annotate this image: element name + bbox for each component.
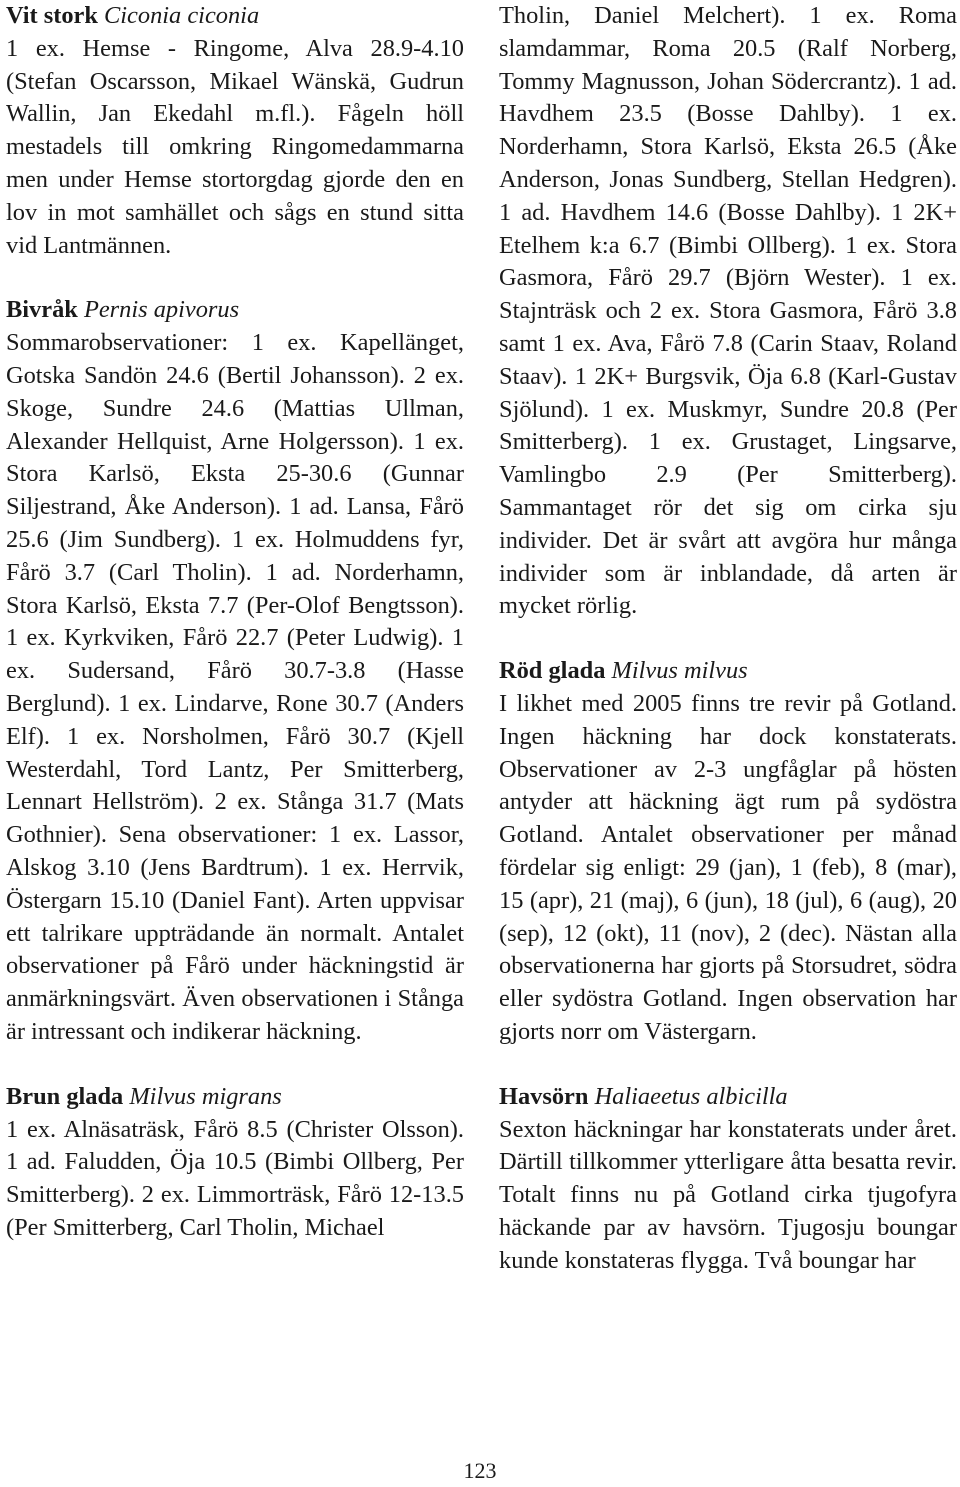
- species-name-swedish: Brun glada: [6, 1082, 124, 1110]
- left-column: [6, 0, 464, 1245]
- species-text: Sommarobservationer: 1 ex. Kapellänget, Gotska Sandön 24.6 (Bertil Johansson). 2 ex. Skoge, Sundre 24.6 (Mattias Ullman, Alexander Hellquist, Arne Holgersson). 1 ex. Stora Karlsö, Eksta 25-30.6 (Gunnar Siljestrand, Åke Anderson). 1 ad. Lansa, Fårö 25.6 (Jim Sundberg). 1 ex. Holmuddens fyr, Fårö 3.7 (Carl Tholin). 1 ad. Norderhamn, Stora Karlsö, Eksta 7.7 (Per-Olof Bengtsson). 1 ex. Kyrkviken, Fårö 22.7 (Peter Ludwig). 1 ex. Sudersand, Fårö 30.7-3.8 (Hasse Berglund). 1 ex. Lindarve, Rone 30.7 (Anders Elf). 1 ex. Norsholmen, Fårö 30.7 (Kjell Westerdahl, Tord Lantz, Per Smitterberg, Lennart Hellström). 2 ex. Stånga 31.7 (Mats Gothnier). Sena observationer: 1 ex. Lassor, Alskog 3.10 (Jens Bardtrum). 1 ex. Herrvik, Östergarn 15.10 (Daniel Fant). Arten uppvisar ett talrikare uppträdande än normalt. Antalet observationer på Fårö under häckningstid är anmärkningsvärt. Även observationen i Stånga är intressant och indikerar häckning.: [6, 329, 464, 1045]
- species-paragraph: [6, 0, 464, 262]
- right-column: [499, 0, 957, 1277]
- species-name-latin: Pernis apivorus: [83, 296, 240, 324]
- page-number: 123: [463, 1458, 497, 1483]
- species-name-swedish: Havsörn: [499, 1082, 589, 1110]
- species-paragraph: [6, 1081, 464, 1245]
- species-paragraph: [6, 294, 464, 1048]
- species-paragraph: [499, 1081, 957, 1278]
- species-name-swedish: Vit stork: [6, 2, 98, 29]
- species-text: 1 ex. Alnäsaträsk, Fårö 8.5 (Christer Olsson). 1 ad. Faludden, Öja 10.5 (Bimbi Ollberg, Per Smitterberg). 2 ex. Limmorträsk, Fårö 12-13.5 (Per Smitterberg, Carl Tholin, Michael: [6, 1115, 464, 1241]
- species-entry-red-kite: [499, 655, 957, 1049]
- species-name-latin: Milvus migrans: [129, 1082, 282, 1110]
- species-text: 1 ex. Hemse - Ringome, Alva 28.9-4.10 (Stefan Oscarsson, Mikael Wänskä, Gudrun Wallin, Jan Ekedahl m.fl.). Fågeln höll mestadels till omkring Ringomedammarna men under Hemse stortorgdag gjorde den en lov in mot samhället och sågs en stund sitta vid Lantmännen.: [6, 34, 464, 259]
- species-text: I likhet med 2005 finns tre revir på Gotland. Ingen häckning har dock konstaterats. Observationer av 2-3 ungfåglar på hösten antyder att häckning ägt rum på sydöstra Gotland. Antalet observationer per månad fördelar sig enligt: 29 (jan), 1 (feb), 8 (mar), 15 (apr), 21 (maj), 6 (jun), 18 (jul), 6 (aug), 20 (sep), 12 (okt), 11 (nov), 2 (dec). Nästan alla observationerna har gjorts på Storsudret, södra eller sydöstra Gotland. Ingen observation har gjorts norr om Västergarn.: [499, 689, 957, 1045]
- species-name-swedish: Röd glada: [499, 657, 606, 685]
- species-paragraph: [499, 0, 957, 623]
- species-entry-black-kite: [6, 1081, 464, 1245]
- species-name-latin: Haliaeetus albicilla: [594, 1082, 788, 1110]
- species-name-latin: Milvus milvus: [611, 657, 748, 685]
- species-entry-honey-buzzard: [6, 294, 464, 1048]
- species-entry-white-stork: [6, 0, 464, 262]
- species-text: Sexton häckningar har konstaterats under året. Därtill tillkommer ytterligare åtta besatta revir. Totalt finns nu på Gotland cirka tjugofyra häckande par av havsörn. Tjugosju boungar kunde konstateras flygga. Två boungar har: [499, 1115, 957, 1274]
- species-entry-white-tailed-eagle: [499, 1081, 957, 1278]
- species-name-latin: Ciconia ciconia: [104, 2, 260, 29]
- species-text: Tholin, Daniel Melchert). 1 ex. Roma slamdammar, Roma 20.5 (Ralf Norberg, Tommy Magnusson, Johan Södercrantz). 1 ad. Havdhem 23.5 (Bosse Dahlby). 1 ex. Norderhamn, Stora Karlsö, Eksta 26.5 (Åke Anderson, Jonas Sundberg, Stellan Hedgren). 1 ad. Havdhem 14.6 (Bosse Dahlby). 1 2K+ Etelhem k:a 6.7 (Bimbi Ollberg). 1 ex. Stora Gasmora, Fårö 29.7 (Björn Wester). 1 ex. Stajnträsk och 2 ex. Stora Gasmora, Fårö 3.8 samt 1 ex. Ava, Fårö 7.8 (Carin Staav, Roland Staav). 1 2K+ Burgsvik, Öja 6.8 (Karl-Gustav Sjölund). 1 ex. Muskmyr, Sundre 20.8 (Per Smitterberg). 1 ex. Grustaget, Lingsarve, Vamlingbo 2.9 (Per Smitterberg). Sammantaget rör det sig om cirka sju individer. Det är svårt att avgöra hur många individer som är inblandade, då arten är mycket rörlig.: [499, 2, 957, 620]
- species-name-swedish: Bivråk: [6, 296, 78, 324]
- species-entry-black-kite-continued: [499, 0, 957, 623]
- species-paragraph: [499, 655, 957, 1049]
